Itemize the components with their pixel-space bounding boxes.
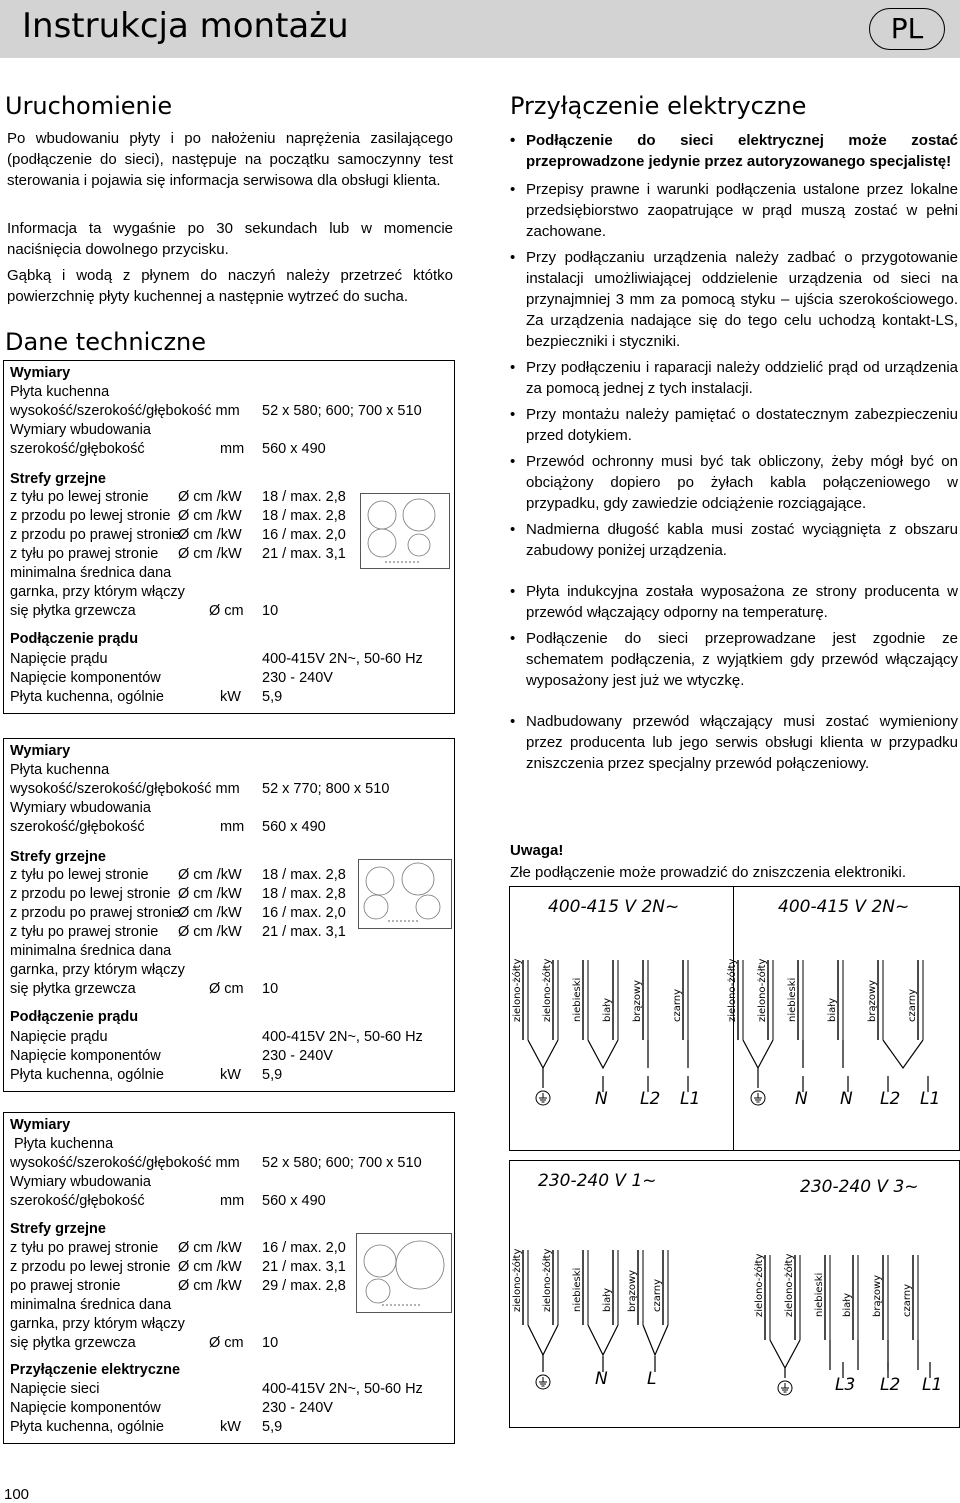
wire-label: czarny — [672, 988, 683, 1022]
paragraph-info: Informacja ta wygaśnie po 30 sekundach lub w momencie naciśnięcia dowolnego przycisku. — [7, 220, 453, 258]
spec-label: Napięcie sieci — [10, 1381, 100, 1397]
list-item: • Przewód ochronny musi być tak obliczony, żeby mógł być on obciążony dopiero po żyłach kabla połączeniowego w przypadku, gdy zawiedzie odciążenie rozciągające. — [510, 451, 958, 514]
spec-value: 400-415V 2N~, 50-60 Hz — [262, 1381, 423, 1397]
terminal-label: N — [795, 1089, 808, 1109]
spec-label: Wymiary — [10, 365, 71, 381]
spec-label: z przodu po lewej stronie — [10, 886, 171, 902]
terminal-label: L — [647, 1369, 657, 1389]
list-item: • Podłączenie do sieci przeprowadzane jest zgodnie ze schematem podłączenia, z wyjątkiem gdy przewód włączający wyposażony jest już we wtyczkę. — [510, 628, 958, 691]
spec-label: się płytka grzewcza — [10, 1335, 136, 1351]
spec-value: 10 — [262, 1335, 279, 1351]
spec-label: Płyta kuchenna, ogólnie — [10, 1419, 164, 1435]
spec-label: z tyłu po prawej stronie — [10, 1240, 159, 1256]
wire-joint — [770, 1340, 800, 1368]
wire-label: brązowy — [872, 1274, 883, 1317]
spec-value: 52 x 770; 800 x 510 — [262, 781, 390, 797]
spec-label: Wymiary — [10, 743, 71, 759]
spec-value: 5,9 — [262, 1067, 283, 1083]
wire-label: zielono-żółty — [727, 958, 738, 1022]
terminal-label: L2 — [880, 1089, 901, 1109]
spec-label: wysokość/szerokość/głębokość mm — [10, 403, 240, 419]
list-item: • Nadmierna długość kabla musi zostać wyciągnięta z obszaru zabudowy poniżej urządzenia. — [510, 519, 958, 561]
wire-label: zielono-żółty — [542, 1248, 553, 1312]
spec-value: 21 / max. 3,1 — [262, 1259, 346, 1275]
terminal-label: L1 — [922, 1375, 943, 1395]
spec-unit: kW — [220, 1067, 241, 1083]
spec-value: 560 x 490 — [262, 819, 326, 835]
spec-unit: Ø cm — [209, 1335, 244, 1351]
spec-value: 21 / max. 3,1 — [262, 546, 346, 562]
spec-label: Napięcie komponentów — [10, 1048, 161, 1064]
wire-label: zielono-żółty — [784, 1253, 795, 1317]
spec-label: minimalna średnica dana — [10, 943, 172, 959]
spec-label: Napięcie komponentów — [10, 1400, 161, 1416]
spec-unit: Ø cm /kW — [178, 1240, 242, 1256]
wire-label: zielono-żółty — [512, 958, 523, 1022]
spec-label: Wymiary — [10, 1117, 71, 1133]
list-item: • Przepisy prawne i warunki podłączenia ustalone przez lokalne przedsiębiorstwo zaopatrujące w prąd muszą zostać w pełni zachowane. — [510, 179, 958, 242]
spec-value: 29 / max. 2,8 — [262, 1278, 346, 1294]
spec-unit: Ø cm /kW — [178, 1259, 242, 1275]
wire-label: niebieski — [787, 977, 798, 1022]
spec-unit: kW — [220, 1419, 241, 1435]
page-title: Instrukcja montażu — [22, 6, 349, 46]
spec-value: 16 / max. 2,0 — [262, 1240, 346, 1256]
spec-label: Strefy grzejne — [10, 849, 106, 865]
wire-label: zielono-żółty — [754, 1253, 765, 1317]
spec-value: 230 - 240V — [262, 1400, 333, 1416]
spec-label: z przodu po lewej stronie — [10, 1259, 171, 1275]
spec-value: 5,9 — [262, 1419, 283, 1435]
wire-joint — [588, 1325, 618, 1355]
list-item: • Nadbudowany przewód włączający musi zostać wymieniony przez producenta lub jego serwis obsługi klienta w przypadku zniszczenia przez specjalny przewód połączeniowy. — [510, 711, 958, 774]
spec-unit: Ø cm — [209, 981, 244, 997]
terminal-label: N — [595, 1369, 608, 1389]
spec-value: 21 / max. 3,1 — [262, 924, 346, 940]
spec-label: Płyta kuchenna — [10, 384, 110, 400]
list-item: • Płyta indukcyjna została wyposażona ze strony producenta w przewód włączający odporny na temperaturę. — [510, 581, 958, 623]
wire-joint — [528, 1040, 558, 1068]
spec-label: Przyłączenie elektryczne — [10, 1362, 181, 1378]
spec-value: 16 / max. 2,0 — [262, 527, 346, 543]
terminal-label: N — [595, 1089, 608, 1109]
spec-label: minimalna średnica dana — [10, 565, 172, 581]
spec-value: 10 — [262, 603, 279, 619]
spec-label: po prawej stronie — [10, 1278, 121, 1294]
spec-label: Wymiary wbudowania — [10, 422, 151, 438]
spec-unit: kW — [220, 689, 241, 705]
spec-label: garnka, przy którym włączy — [10, 1316, 185, 1332]
section-heading-uruchomienie: Uruchomienie — [5, 92, 173, 120]
language-badge: PL — [869, 8, 945, 50]
spec-label: garnka, przy którym włączy — [10, 962, 185, 978]
voltage-title-2: 400-415 V 2N~ — [778, 897, 910, 917]
spec-value: 18 / max. 2,8 — [262, 508, 346, 524]
spec-unit: Ø cm /kW — [178, 546, 242, 562]
spec-value: 400-415V 2N~, 50-60 Hz — [262, 651, 423, 667]
spec-label: Płyta kuchenna, ogólnie — [10, 689, 164, 705]
list-item: • Przy podłączeniu i raparacji należy oddzielić prąd od urządzenia za pomocą jednej z tych instalacji. — [510, 357, 958, 399]
list-item: • Przy montażu należy pamiętać o dostatecznym zabezpieczeniu przed dotykiem. — [510, 404, 958, 446]
wire-joint — [528, 1325, 558, 1355]
spec-label: Strefy grzejne — [10, 471, 106, 487]
spec-value: 52 x 580; 600; 700 x 510 — [262, 1155, 422, 1171]
wire-label: biały — [602, 1287, 613, 1312]
wire-joint — [883, 1040, 923, 1068]
spec-label: z przodu po prawej stronie — [10, 527, 181, 543]
spec-label: Napięcie prądu — [10, 651, 108, 667]
wire-label: czarny — [907, 988, 918, 1022]
spec-unit: Ø cm /kW — [178, 1278, 242, 1294]
spec-unit: Ø cm — [209, 603, 244, 619]
spec-unit: Ø cm /kW — [178, 508, 242, 524]
voltage-title-3: 230-240 V 1~ — [538, 1171, 657, 1191]
spec-unit: Ø cm /kW — [178, 886, 242, 902]
wire-label: brązowy — [867, 979, 878, 1022]
spec-label: z przodu po prawej stronie — [10, 905, 181, 921]
voltage-title-4: 230-240 V 3~ — [800, 1177, 919, 1197]
spec-label: wysokość/szerokość/głębokość mm — [10, 1155, 240, 1171]
spec-value: 18 / max. 2,8 — [262, 867, 346, 883]
wire-label: czarny — [902, 1283, 913, 1317]
spec-unit: Ø cm /kW — [178, 905, 242, 921]
wire-joint — [588, 1040, 618, 1068]
spec-value: 400-415V 2N~, 50-60 Hz — [262, 1029, 423, 1045]
spec-value: 18 / max. 2,8 — [262, 489, 346, 505]
spec-value: 230 - 240V — [262, 670, 333, 686]
spec-label: minimalna średnica dana — [10, 1297, 172, 1313]
spec-label: z tyłu po lewej stronie — [10, 867, 149, 883]
spec-label: Płyta kuchenna — [10, 762, 110, 778]
wire-joint — [743, 1040, 773, 1068]
spec-unit: Ø cm /kW — [178, 527, 242, 543]
spec-unit: Ø cm /kW — [178, 489, 242, 505]
wire-label: zielono-żółty — [512, 1248, 523, 1312]
spec-label: z tyłu po prawej stronie — [10, 546, 159, 562]
paragraph-cleaning: Gąbką i wodą z płynem do naczyń należy przetrzeć któtko powierzchnię płyty kuchennej a następnie wytrzeć do sucha. — [7, 267, 453, 305]
paragraph-startup: Po wbudowaniu płyty i po nałożeniu naprężenia zasilającego (podłączenie do sieci), następuje na początku samoczynny test sterowania i pojawia się informacja serwisowa dla obsługi klienta. — [7, 130, 453, 189]
section-heading-przylaczenie: Przyłączenie elektryczne — [510, 92, 807, 120]
warning-label: Uwaga! — [510, 842, 564, 859]
spec-unit: Ø cm /kW — [178, 924, 242, 940]
spec-label: z przodu po lewej stronie — [10, 508, 171, 524]
terminal-label: N — [840, 1089, 853, 1109]
spec-label: szerokość/głębokość — [10, 1193, 145, 1209]
spec-label: Płyta kuchenna, ogólnie — [10, 1067, 164, 1083]
spec-label: Napięcie komponentów — [10, 670, 161, 686]
spec-value: 560 x 490 — [262, 1193, 326, 1209]
spec-value: 52 x 580; 600; 700 x 510 — [262, 403, 422, 419]
spec-label: wysokość/szerokość/głębokość mm — [10, 781, 240, 797]
spec-label: Podłączenie prądu — [10, 1009, 139, 1025]
spec-unit: mm — [220, 1193, 245, 1209]
spec-label: Strefy grzejne — [10, 1221, 106, 1237]
spec-label: szerokość/głębokość — [10, 441, 145, 457]
spec-unit: Ø cm /kW — [178, 867, 242, 883]
list-item: • Przy podłączaniu urządzenia należy zadbać o przygotowanie instalacji umożliwiającej oddzielenie urządzenia od sieci na przynajmniej 3 mm za pomocą styku – ujścia szerokościowego. Za urządzenia nadające się do tego celu uchodzą kontakt-LS, bezpieczniki i styczniki. — [510, 247, 958, 352]
spec-label: się płytka grzewcza — [10, 981, 136, 997]
terminal-label: L1 — [680, 1089, 701, 1109]
spec-value: 18 / max. 2,8 — [262, 886, 346, 902]
wire-label: niebieski — [572, 977, 583, 1022]
wire-label: brązowy — [627, 1269, 638, 1312]
wire-label: biały — [602, 997, 613, 1022]
voltage-title-1: 400-415 V 2N~ — [548, 897, 680, 917]
spec-label: z tyłu po prawej stronie — [10, 924, 159, 940]
spec-label: z tyłu po lewej stronie — [10, 489, 149, 505]
spec-label: się płytka grzewcza — [10, 603, 136, 619]
warning-text: Złe podłączenie może prowadzić do zniszczenia elektroniki. — [510, 864, 907, 881]
spec-label: Płyta kuchenna — [14, 1136, 114, 1152]
spec-label: Podłączenie prądu — [10, 631, 139, 647]
spec-label: Wymiary wbudowania — [10, 800, 151, 816]
spec-unit: mm — [220, 441, 245, 457]
wire-label: biały — [842, 1292, 853, 1317]
terminal-label: L3 — [835, 1375, 856, 1395]
wire-joint — [643, 1325, 668, 1355]
wire-label: czarny — [652, 1278, 663, 1312]
wire-label: zielono-żółty — [542, 958, 553, 1022]
spec-label: szerokość/głębokość — [10, 819, 145, 835]
terminal-label: L2 — [640, 1089, 661, 1109]
list-item: • Podłączenie do sieci elektrycznej może zostać przeprowadzone jedynie przez autoryzowanego specjalistę! — [510, 130, 958, 172]
spec-label: Napięcie prądu — [10, 1029, 108, 1045]
wire-label: niebieski — [572, 1267, 583, 1312]
wire-label: biały — [827, 997, 838, 1022]
wire-label: zielono-żółty — [757, 958, 768, 1022]
terminal-label: L1 — [920, 1089, 941, 1109]
spec-value: 230 - 240V — [262, 1048, 333, 1064]
page-number: 100 — [4, 1486, 30, 1503]
wire-label: niebieski — [814, 1272, 825, 1317]
spec-label: Wymiary wbudowania — [10, 1174, 151, 1190]
spec-value: 10 — [262, 981, 279, 997]
spec-value: 560 x 490 — [262, 441, 326, 457]
section-heading-dane: Dane techniczne — [5, 328, 207, 356]
spec-value: 16 / max. 2,0 — [262, 905, 346, 921]
spec-label: garnka, przy którym włączy — [10, 584, 185, 600]
spec-value: 5,9 — [262, 689, 283, 705]
wire-label: brązowy — [632, 979, 643, 1022]
spec-unit: mm — [220, 819, 245, 835]
terminal-label: L2 — [880, 1375, 901, 1395]
